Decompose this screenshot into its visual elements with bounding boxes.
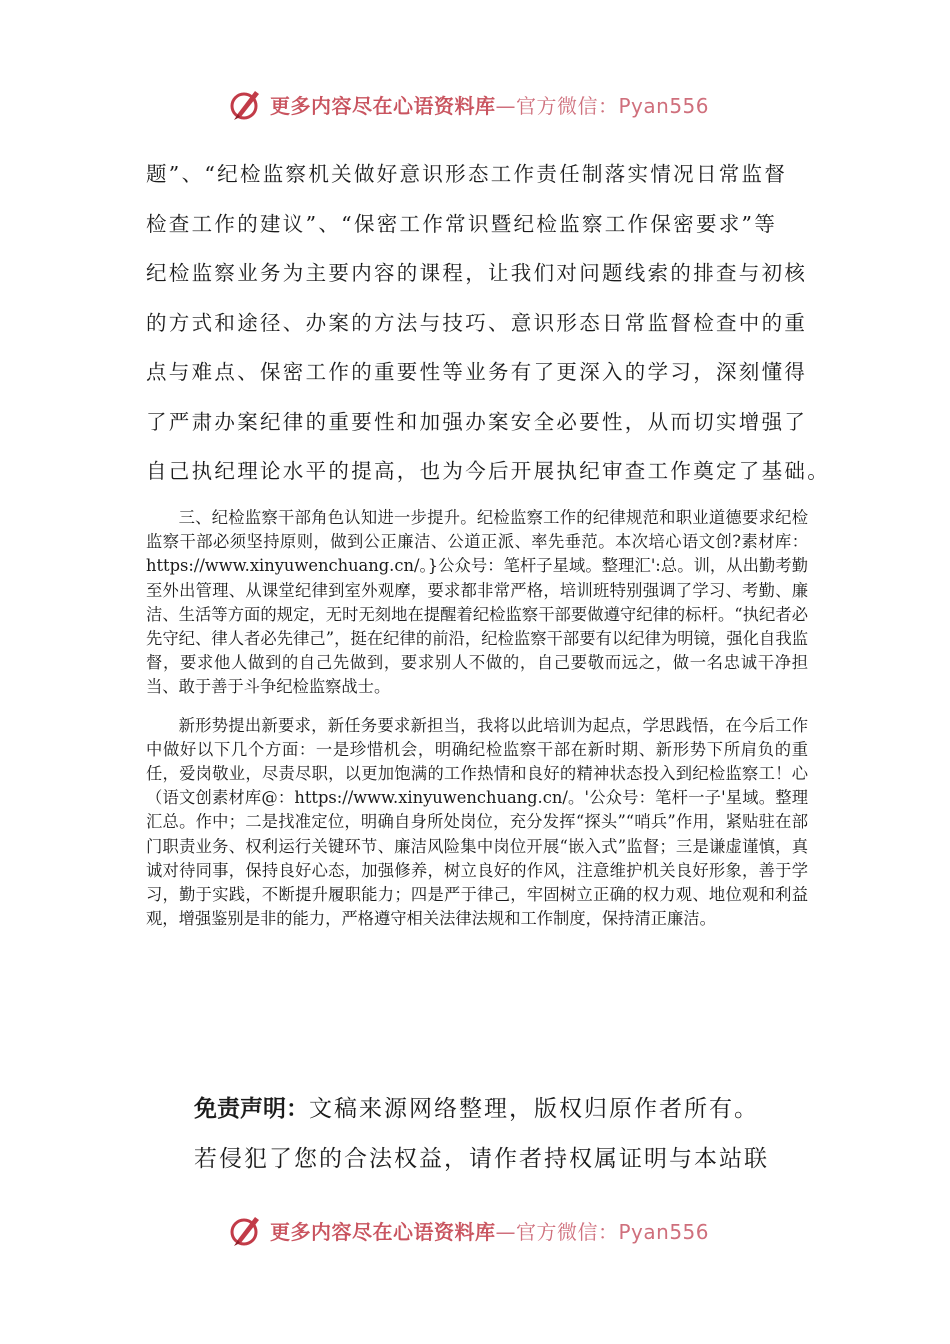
text-line: 的方式和途径、办案的方法与技巧、意识形态日常监督检查中的重 (146, 310, 808, 335)
pen-nib-logo-icon (228, 1212, 264, 1248)
banner-text (270, 90, 709, 119)
disclaimer (194, 1084, 834, 1184)
paragraph-new-requirements: 新形势提出新要求，新任务要求新担当，我将以此培训为起点，学思践悟，在今后工作中做好以下几个方面：一是珍惜机会，明确纪检监察干部在新时期、新形势下所肩负的重任，爱岗敬业，尽责尽职，以更加饱满的工作热情和良好的精神状态投入到纪检监察工！心（语文创素材库@：https://www.xinyuwenchuang.cn/。'公众号：笔杆一子'星域。整理汇总。作中；二是找准定位，明确自身所处岗位，充分发挥“探头”“哨兵”作用，紧贴驻在部门职责业务、权利运行关键环节、廉洁风险集中岗位开展“嵌入式”监督；三是谦虚谨慎，真诚对待同事，保持良好心态，加强修养，树立良好的作风，注意维护机关良好形象，善于学习，勤于实践，不断提升履职能力；四是严于律己，牢固树立正确的权力观、地位观和利益观，增强鉴别是非的能力，严格遵守相关法律法规和工作制度，保持清正廉洁。 (146, 715, 808, 929)
text-line: 自己执纪理论水平的提高，也为今后开展执纪审查工作奠定了基础。 (146, 459, 830, 483)
banner-brand: 更多内容尽在心语资料库 (270, 93, 496, 118)
text-line: 纪检监察业务为主要内容的课程，让我们对问题线索的排查与初核 (146, 261, 808, 285)
text-line: 点与难点、保密工作的重要性等业务有了更深入的学习，深刻懂得 (146, 360, 808, 384)
banner-brand: 更多内容尽在心语资料库 (270, 1219, 496, 1244)
disclaimer-line-1 (194, 1084, 834, 1134)
disclaimer-label: 免责声明： (194, 1096, 309, 1122)
spaced-text-block (146, 150, 830, 497)
paragraph-role-awareness: 三、纪检监察干部角色认知进一步提升。纪检监察工作的纪律规范和职业道德要求纪检监察干部必须坚持原则，做到公正廉洁、公道正派、率先垂范。本次培心语文创?素材库：https://www.xinyuwenchuang.cn/。}公众号：笔杆子星域。整理汇':总。训，从出勤考勤至外出管理、从课堂纪律到室外观摩，要求都非常严格，培训班特别强调了学习、考勤、廉洁、生活等方面的规定，无时无刻地在提醒着纪检监察干部要做遵守纪律的标杆。“执纪者必先守纪、律人者必先律己”，挺在纪律的前沿，纪检监察干部要有以纪律为明镜，强化自我监督，要求他人做到的自己先做到，要求别人不做的，自己要敬而远之，做一名忠诚干净担当、敢于善于斗争纪检监察战士。 (146, 508, 808, 697)
text-line: 题”、“纪检监察机关做好意识形态工作责任制落实情况日常监督 (146, 162, 788, 186)
text-line: 了严肃办案纪律的重要性和加强办案安全必要性，从而切实增强了 (146, 409, 808, 434)
pen-nib-logo-icon (228, 86, 264, 122)
banner-contact: —官方微信：Pyan556 (495, 1219, 710, 1244)
text-line: 检查工作的建议”、“保密工作常识暨纪检监察工作保密要求”等 (146, 211, 778, 236)
disclaimer-line-2: 若侵犯了您的合法权益，请作者持权属证明与本站联 (194, 1146, 769, 1172)
disclaimer-text-1: 文稿来源网络整理，版权归原作者所有。 (309, 1096, 759, 1122)
body-paragraphs (146, 506, 808, 945)
header-banner (228, 84, 728, 124)
banner-contact: —官方微信：Pyan556 (495, 93, 710, 118)
banner-text (270, 1216, 709, 1245)
footer-banner (228, 1210, 728, 1250)
